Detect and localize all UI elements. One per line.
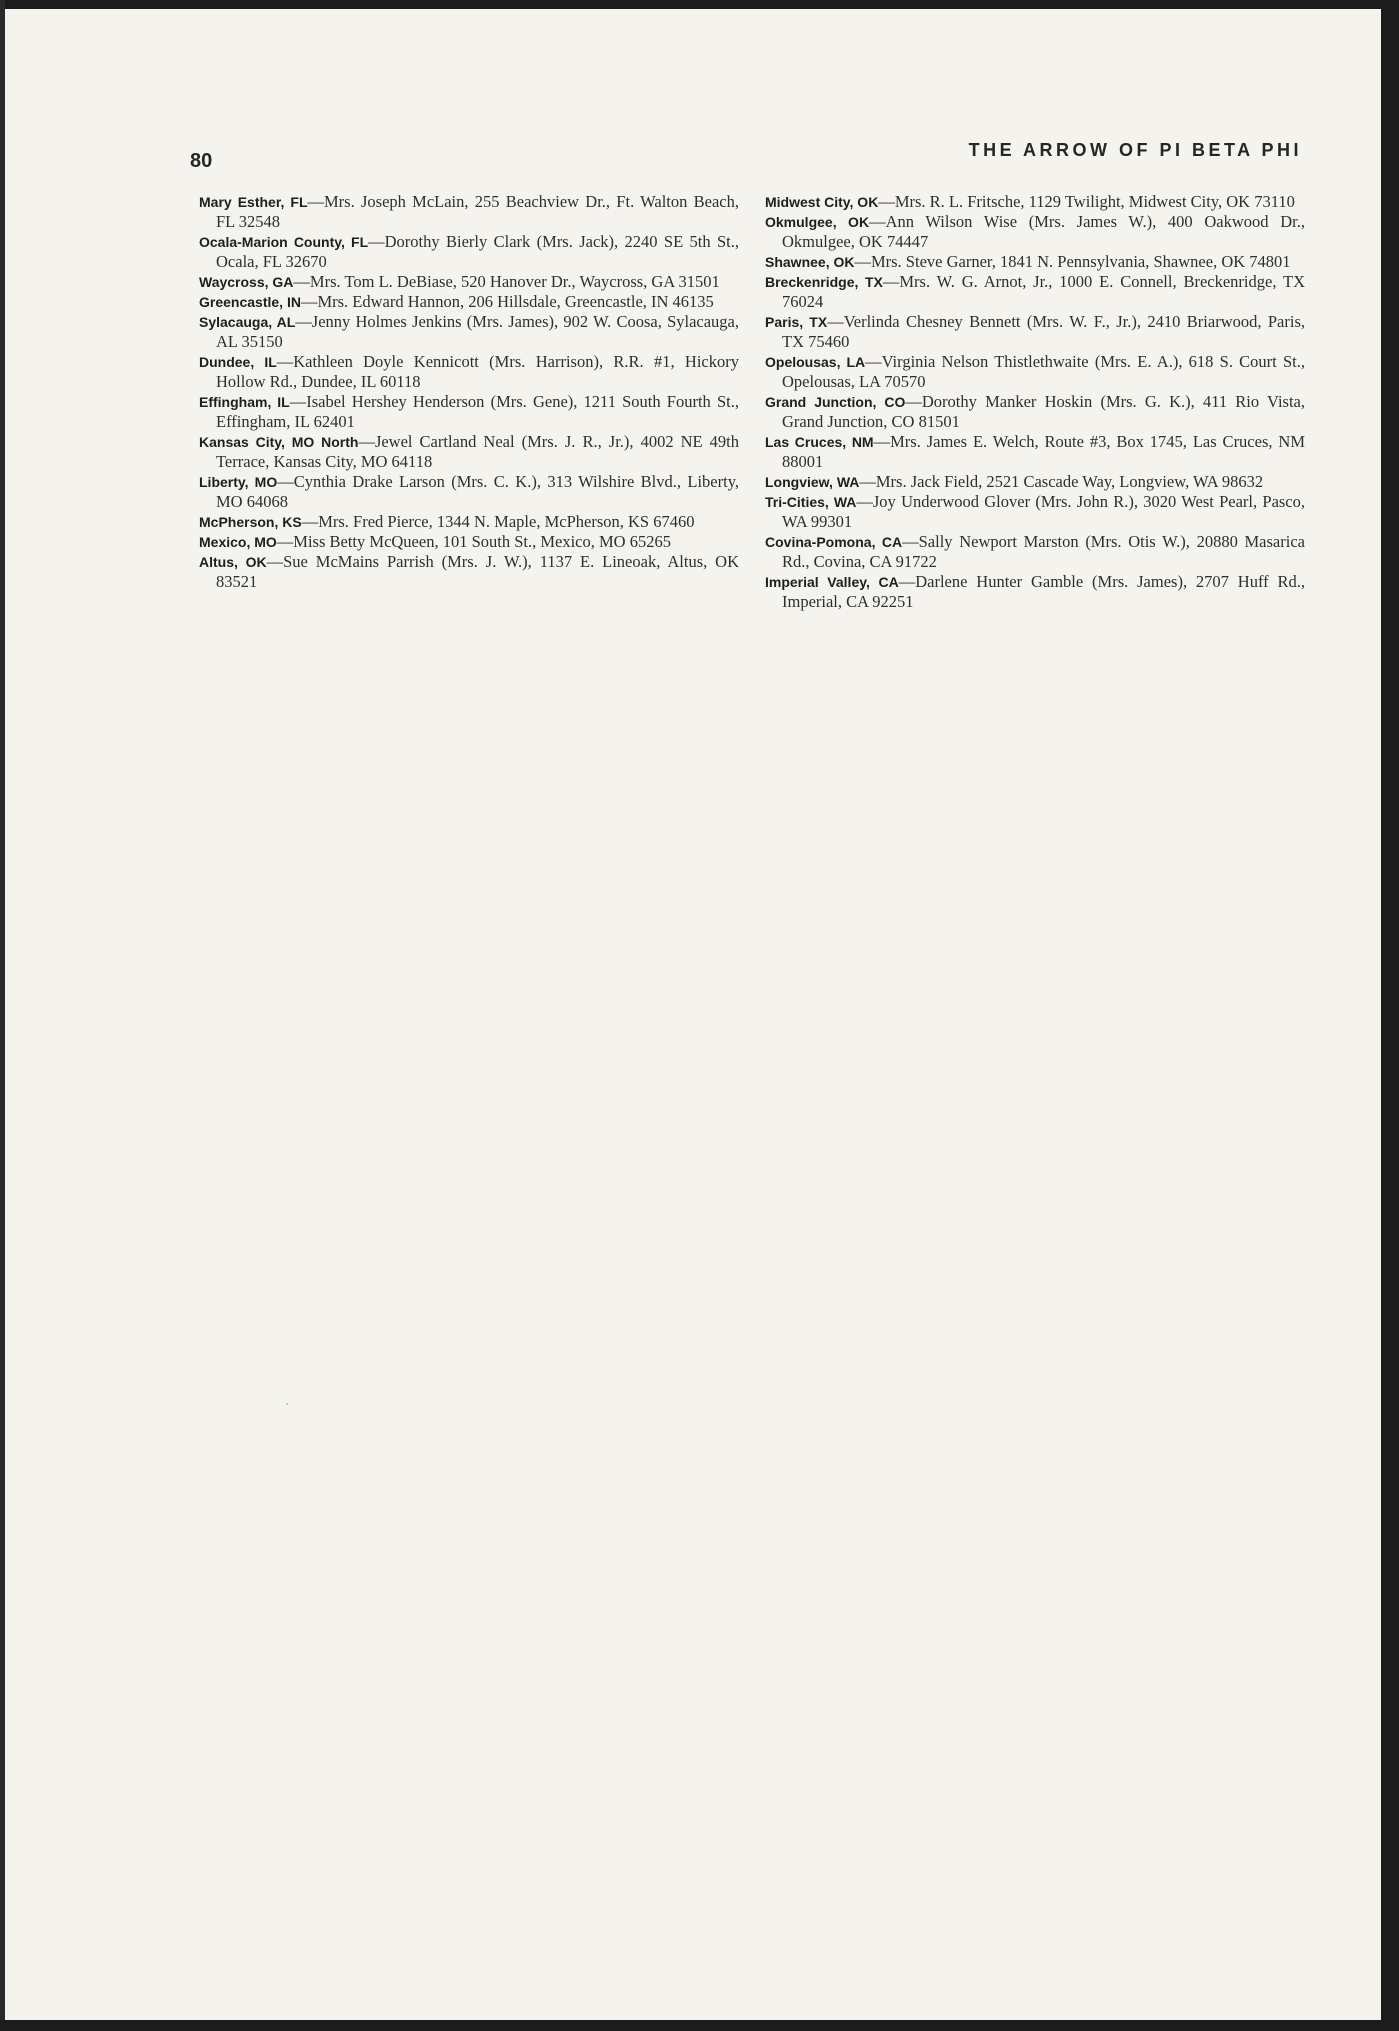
directory-entry: [199, 312, 739, 352]
chapter-name: Imperial Valley, CA: [765, 574, 899, 590]
contact-details: Kathleen Doyle Kennicott (Mrs. Harrison), R.R. #1, Hickory Hollow Rd., Dundee, IL 60118: [216, 352, 739, 391]
directory-entry: [765, 312, 1305, 352]
chapter-name: Dundee, IL: [199, 354, 277, 370]
contact-details: Miss Betty McQueen, 101 South St., Mexico, MO 65265: [293, 532, 671, 551]
contact-details: Mrs. Jack Field, 2521 Cascade Way, Longview, WA 98632: [875, 472, 1264, 491]
chapter-name: Opelousas, LA: [765, 354, 866, 370]
directory-entry: [199, 472, 739, 512]
directory-entry: [199, 432, 739, 472]
em-dash: —: [856, 492, 873, 511]
directory-entry: [199, 392, 739, 432]
chapter-name: Shawnee, OK: [765, 254, 855, 270]
chapter-name: Sylacauga, AL: [199, 314, 296, 330]
scan-border-left: [0, 0, 5, 2031]
directory-entry: [765, 532, 1305, 572]
chapter-name: Las Cruces, NM: [765, 434, 874, 450]
directory-entry: [765, 252, 1305, 272]
directory-entry: [199, 512, 739, 532]
em-dash: —: [301, 512, 319, 531]
contact-details: Mrs. Edward Hannon, 206 Hillsdale, Greencastle, IN 46135: [317, 292, 714, 311]
em-dash: —: [307, 192, 325, 211]
scan-border-right: [1381, 0, 1399, 2031]
directory-entry: [765, 272, 1305, 312]
chapter-name: Effingham, IL: [199, 394, 290, 410]
chapter-name: Midwest City, OK: [765, 194, 879, 210]
contact-details: Virginia Nelson Thistlethwaite (Mrs. E. A.), 618 S. Court St., Opelousas, LA 70570: [782, 352, 1305, 391]
chapter-name: Mary Esther, FL: [199, 194, 308, 210]
contact-details: Sue McMains Parrish (Mrs. J. W.), 1137 E. Lineoak, Altus, OK 83521: [216, 552, 740, 591]
contact-details: Dorothy Bierly Clark (Mrs. Jack), 2240 SE 5th St., Ocala, FL 32670: [216, 232, 740, 271]
chapter-name: Liberty, MO: [199, 474, 278, 490]
directory-entry: [765, 192, 1305, 212]
directory-entry: [199, 232, 739, 272]
chapter-name: Mexico, MO: [199, 534, 277, 550]
chapter-name: Ocala-Marion County, FL: [199, 234, 369, 250]
contact-details: Isabel Hershey Henderson (Mrs. Gene), 1211 South Fourth St., Effingham, IL 62401: [216, 392, 739, 431]
chapter-name: Tri-Cities, WA: [765, 494, 857, 510]
contact-details: Dorothy Manker Hoskin (Mrs. G. K.), 411 Rio Vista, Grand Junction, CO 81501: [782, 392, 1305, 431]
em-dash: —: [368, 232, 385, 251]
scan-speck: [286, 1403, 288, 1405]
contact-details: Jenny Holmes Jenkins (Mrs. James), 902 W. Coosa, Sylacauga, AL 35150: [216, 312, 740, 351]
em-dash: —: [827, 312, 844, 331]
chapter-name: Greencastle, IN: [199, 294, 301, 310]
em-dash: —: [276, 352, 294, 371]
chapter-name: McPherson, KS: [199, 514, 302, 530]
directory-entry: [765, 572, 1305, 612]
directory-entry: [199, 192, 739, 232]
chapter-name: Waycross, GA: [199, 274, 294, 290]
directory-entry: [765, 492, 1305, 532]
running-head: [190, 140, 1302, 172]
directory-entry: [199, 292, 739, 312]
contact-details: Mrs. W. G. Arnot, Jr., 1000 E. Connell, Breckenridge, TX 76024: [782, 272, 1305, 311]
right-column: [765, 192, 1305, 612]
chapter-name: Breckenridge, TX: [765, 274, 883, 290]
em-dash: —: [882, 272, 900, 291]
em-dash: —: [878, 192, 895, 211]
contact-details: Sally Newport Marston (Mrs. Otis W.), 20880 Masarica Rd., Covina, CA 91722: [782, 532, 1305, 571]
chapter-name: Altus, OK: [199, 554, 267, 570]
directory-entry: [765, 392, 1305, 432]
em-dash: —: [277, 472, 294, 491]
contact-details: Mrs. James E. Welch, Route #3, Box 1745, Las Cruces, NM 88001: [782, 432, 1305, 471]
em-dash: —: [289, 392, 307, 411]
scan-border-top: [0, 0, 1399, 9]
em-dash: —: [854, 252, 871, 271]
contact-details: Joy Underwood Glover (Mrs. John R.), 3020 West Pearl, Pasco, WA 99301: [782, 492, 1306, 531]
em-dash: —: [902, 532, 919, 551]
contact-details: Cynthia Drake Larson (Mrs. C. K.), 313 Wilshire Blvd., Liberty, MO 64068: [216, 472, 740, 511]
journal-title: THE ARROW OF PI BETA PHI: [968, 140, 1302, 160]
em-dash: —: [295, 312, 312, 331]
contact-details: Mrs. Steve Garner, 1841 N. Pennsylvania, Shawnee, OK 74801: [870, 252, 1291, 271]
em-dash: —: [859, 472, 876, 491]
left-column: [199, 192, 739, 592]
directory-entry: [199, 552, 739, 592]
directory-entry: [199, 272, 739, 292]
chapter-name: Covina-Pomona, CA: [765, 534, 903, 550]
contact-details: Darlene Hunter Gamble (Mrs. James), 2707 Huff Rd., Imperial, CA 92251: [782, 572, 1305, 611]
contact-details: Mrs. Joseph McLain, 255 Beachview Dr., Ft. Walton Beach, FL 32548: [216, 192, 739, 231]
em-dash: —: [300, 292, 318, 311]
chapter-name: Kansas City, MO North: [199, 434, 359, 450]
chapter-name: Longview, WA: [765, 474, 860, 490]
em-dash: —: [869, 212, 886, 231]
scan-border-bottom: [0, 2020, 1399, 2031]
contact-details: Jewel Cartland Neal (Mrs. J. R., Jr.), 4002 NE 49th Terrace, Kansas City, MO 64118: [216, 432, 740, 471]
em-dash: —: [905, 392, 922, 411]
em-dash: —: [873, 432, 891, 451]
directory-entry: [765, 352, 1305, 392]
directory-entry: [199, 532, 739, 552]
contact-details: Mrs. Tom L. DeBiase, 520 Hanover Dr., Waycross, GA 31501: [309, 272, 720, 291]
contact-details: Mrs. R. L. Fritsche, 1129 Twilight, Midwest City, OK 73110: [894, 192, 1295, 211]
chapter-name: Grand Junction, CO: [765, 394, 906, 410]
directory-entry: [765, 212, 1305, 252]
directory-entry: [765, 432, 1305, 472]
directory-entry: [199, 352, 739, 392]
em-dash: —: [266, 552, 284, 571]
chapter-name: Paris, TX: [765, 314, 828, 330]
page-number: 80: [190, 150, 213, 172]
chapter-name: Okmulgee, OK: [765, 214, 870, 230]
em-dash: —: [358, 432, 375, 451]
em-dash: —: [293, 272, 310, 291]
em-dash: —: [276, 532, 294, 551]
contact-details: Mrs. Fred Pierce, 1344 N. Maple, McPherson, KS 67460: [318, 512, 695, 531]
contact-details: Ann Wilson Wise (Mrs. James W.), 400 Oakwood Dr., Okmulgee, OK 74447: [782, 212, 1305, 251]
contact-details: Verlinda Chesney Bennett (Mrs. W. F., Jr.), 2410 Briarwood, Paris, TX 75460: [782, 312, 1305, 351]
em-dash: —: [898, 572, 916, 591]
em-dash: —: [865, 352, 882, 371]
directory-entry: [765, 472, 1305, 492]
